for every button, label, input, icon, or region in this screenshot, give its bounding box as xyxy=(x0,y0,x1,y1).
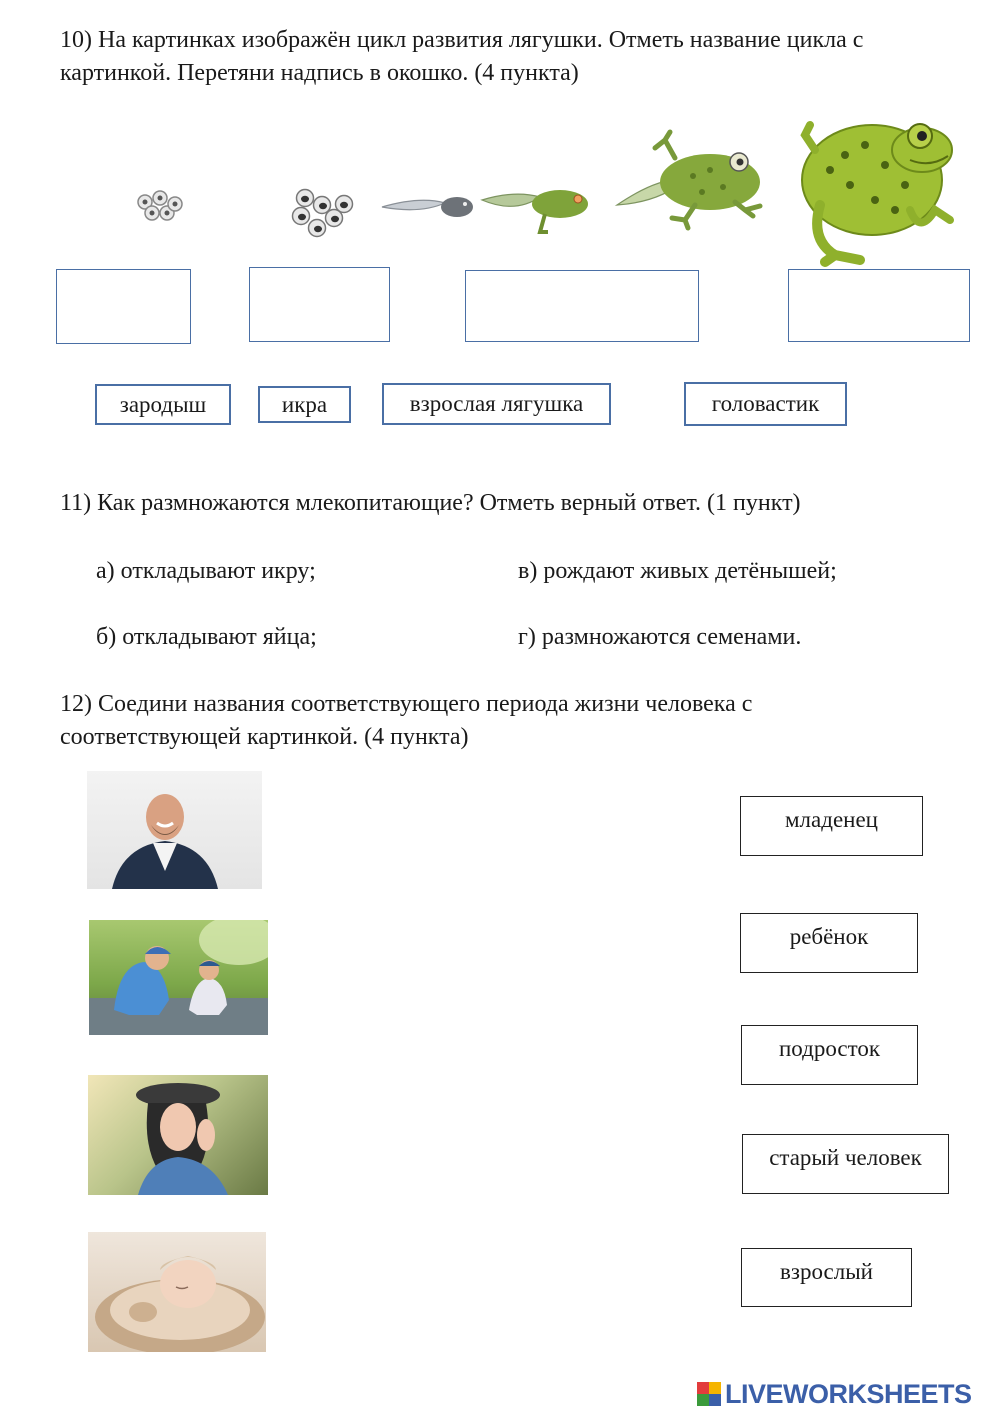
age-box-adult[interactable]: взрослый xyxy=(741,1248,912,1307)
liveworksheets-logo-icon xyxy=(697,1382,721,1406)
tadpole-icon xyxy=(382,197,473,217)
drop-box-4[interactable] xyxy=(788,269,970,342)
age-box-child[interactable]: ребёнок xyxy=(740,913,918,973)
teenager-photo[interactable] xyxy=(88,1075,268,1195)
teenager-illustration xyxy=(88,1075,268,1195)
logo-text: LIVEWORKSHEETS xyxy=(725,1378,972,1409)
adult-frog-icon xyxy=(802,124,952,262)
logo-square-green xyxy=(697,1394,709,1406)
option-g[interactable]: г) размножаются семенами. xyxy=(518,624,802,650)
frog-lifecycle-illustration xyxy=(120,110,970,270)
age-box-old-person[interactable]: старый человек xyxy=(742,1134,949,1194)
age-box-infant[interactable]: младенец xyxy=(740,796,923,856)
frog-eggs-small-icon xyxy=(138,191,182,220)
chip-adult-frog[interactable]: взрослая лягушка xyxy=(382,383,611,425)
drop-box-3[interactable] xyxy=(465,270,699,342)
option-v[interactable]: в) рождают живых детёнышей; xyxy=(518,558,837,584)
question-10-text: 10) На картинках изображён цикл развития лягушки. Отметь название цикла с картинкой. Перетяни надпись в окошко. (4 пункта) xyxy=(60,27,864,86)
chip-eggs[interactable]: икра xyxy=(258,386,351,423)
chip-embryo[interactable]: зародыш xyxy=(95,384,231,425)
age-box-teenager[interactable]: подросток xyxy=(741,1025,918,1085)
option-b[interactable]: б) откладывают яйца; xyxy=(96,624,317,650)
frog-embryos-icon xyxy=(293,190,353,237)
adult-man-illustration xyxy=(87,771,262,889)
children-illustration xyxy=(89,920,268,1035)
drop-box-2[interactable] xyxy=(249,267,390,342)
chip-tadpole[interactable]: головастик xyxy=(684,382,847,426)
tadpole-with-legs-icon xyxy=(482,190,588,232)
adult-man-photo[interactable] xyxy=(87,771,262,889)
froglet-icon xyxy=(617,132,760,228)
question-12-text: 12) Соедини названия соответствующего периода жизни человека с соответствующей картинкой. (4 пункта) xyxy=(60,691,753,750)
question-11-text: 11) Как размножаются млекопитающие? Отметь верный ответ. (1 пункт) xyxy=(60,490,801,516)
logo-square-blue xyxy=(709,1394,721,1406)
drop-box-1[interactable] xyxy=(56,269,191,344)
baby-illustration xyxy=(88,1232,266,1352)
logo-square-yellow xyxy=(709,1382,721,1394)
option-a[interactable]: а) откладывают икру; xyxy=(96,558,316,584)
logo-square-red xyxy=(697,1382,709,1394)
liveworksheets-logo xyxy=(697,1378,972,1410)
baby-photo[interactable] xyxy=(88,1232,266,1352)
children-photo[interactable] xyxy=(89,920,268,1035)
